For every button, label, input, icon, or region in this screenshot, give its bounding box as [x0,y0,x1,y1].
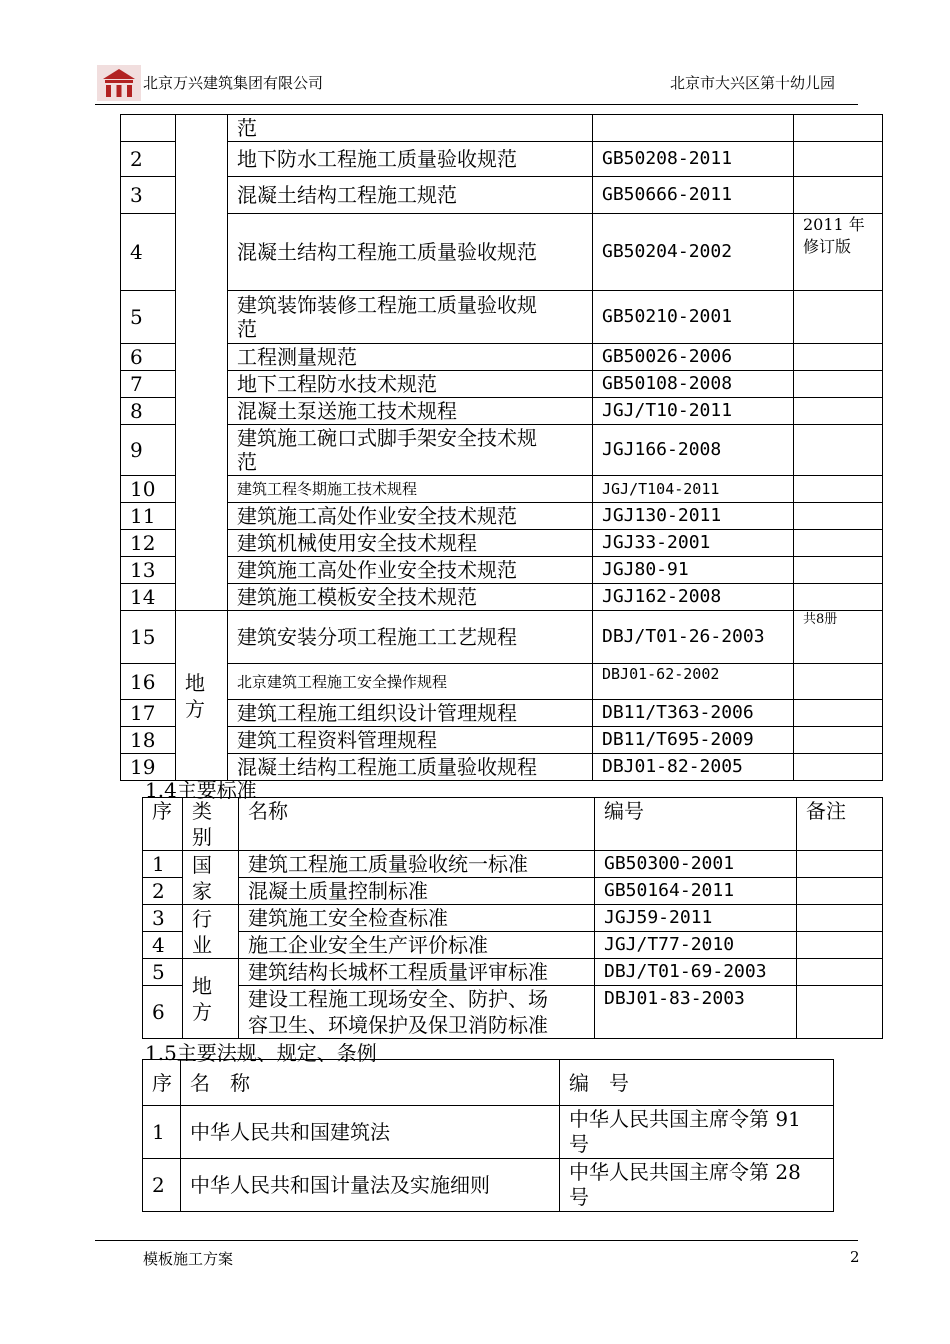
row-code: DBJ/T01-26-2003 [593,611,794,664]
row-name: 混凝土结构工程施工质量验收规范 [228,214,593,291]
row-name: 建筑机械使用安全技术规程 [228,530,593,557]
row-no: 18 [121,727,176,754]
table-row [121,584,883,611]
codes-table [120,114,883,781]
row-code: GB50210-2001 [593,291,794,344]
row-name: 混凝土泵送施工技术规程 [228,398,593,425]
row-no: 3 [143,905,183,932]
row-name: 工程测量规范 [228,344,593,371]
table-row [121,727,883,754]
laws-header-code: 编 号 [560,1060,834,1106]
row-note [794,425,883,476]
laws-header-no: 序 [143,1060,181,1106]
row-code: JGJ80-91 [593,557,794,584]
row-no: 9 [121,425,176,476]
row-no: 13 [121,557,176,584]
row-code: GB50108-2008 [593,371,794,398]
row-no: 12 [121,530,176,557]
row-note [794,371,883,398]
row-note [797,851,883,878]
row-note [794,700,883,727]
row-no: 16 [121,664,176,700]
category-local: 地 方 [183,959,239,1039]
row-code: DB11/T695-2009 [593,727,794,754]
row-name: 建筑施工模板安全技术规范 [228,584,593,611]
row-name: 建筑施工高处作业安全技术规范 [228,557,593,584]
row-note [794,557,883,584]
row-note [794,664,883,700]
table-row [121,115,883,142]
row-name: 地下工程防水技术规范 [228,371,593,398]
row-note [794,530,883,557]
row-code: DBJ01-82-2005 [593,754,794,781]
row-note [797,878,883,905]
row-no: 4 [121,214,176,291]
row-note [797,905,883,932]
table-row [121,177,883,214]
row-no: 7 [121,371,176,398]
row-name: 建筑施工碗口式脚手架安全技术规 范 [228,425,593,476]
row-name: 建筑施工安全检查标准 [239,905,595,932]
table-row [121,425,883,476]
row-name: 建筑装饰装修工程施工质量验收规 范 [228,291,593,344]
row-name: 混凝土结构工程施工规范 [228,177,593,214]
footer-rule [95,1240,858,1241]
row-note [794,584,883,611]
row-note [794,398,883,425]
law-code: 中华人民共国主席令第 91 号 [560,1106,834,1159]
row-no: 5 [121,291,176,344]
row-no [121,115,176,142]
table-row [121,611,883,664]
header-project: 北京市大兴区第十幼儿园 [670,74,836,92]
row-note [794,476,883,503]
row-name: 地下防水工程施工质量验收规范 [228,142,593,177]
row-code: DB11/T363-2006 [593,700,794,727]
table-row [121,503,883,530]
row-no: 14 [121,584,176,611]
header-type: 类 别 [183,798,239,851]
table-row [121,530,883,557]
row-name: 建筑工程施工质量验收统一标准 [239,851,595,878]
law-no: 2 [143,1159,181,1212]
header-code: 编号 [595,798,797,851]
row-code: DBJ01-83-2003 [595,986,797,1039]
row-code: JGJ59-2011 [595,905,797,932]
row-no: 5 [143,959,183,986]
header-name: 名称 [239,798,595,851]
law-no: 1 [143,1106,181,1159]
table-row [121,664,883,700]
row-note [797,932,883,959]
row-no: 15 [121,611,176,664]
row-no: 8 [121,398,176,425]
row-note [794,503,883,530]
row-code: DBJ/T01-69-2003 [595,959,797,986]
table-row [121,700,883,727]
section-1-5-title: 1.5主要法规、规定、条例 [145,1041,377,1065]
header-company: 北京万兴建筑集团有限公司 [143,74,324,92]
category-local: 地 方 [176,611,228,781]
category-national-industry [176,115,228,611]
row-name: 建筑工程资料管理规程 [228,727,593,754]
row-name: 建筑工程施工组织设计管理规程 [228,700,593,727]
row-no: 2 [143,878,183,905]
row-no: 19 [121,754,176,781]
row-code: JGJ/T10-2011 [593,398,794,425]
row-no: 1 [143,851,183,878]
table-row [121,142,883,177]
row-code: JGJ/T77-2010 [595,932,797,959]
row-code: GB50026-2006 [593,344,794,371]
header-rule [95,104,858,105]
table-row [121,291,883,344]
row-name: 施工企业安全生产评价标准 [239,932,595,959]
row-no: 3 [121,177,176,214]
page-number: 2 [850,1248,860,1266]
category-national: 国 家 [183,851,239,905]
table-row [121,214,883,291]
header-no: 序 [143,798,183,851]
row-note [794,115,883,142]
row-name: 范 [228,115,593,142]
row-code: DBJ01-62-2002 [593,664,794,700]
table-row [121,398,883,425]
row-name: 北京建筑工程施工安全操作规程 [228,664,593,700]
category-industry: 行 业 [183,905,239,959]
row-no: 11 [121,503,176,530]
row-note: 共8册 [794,611,883,664]
table-row [121,371,883,398]
row-no: 6 [143,986,183,1039]
law-code: 中华人民共国主席令第 28 号 [560,1159,834,1212]
row-code: GB50666-2011 [593,177,794,214]
row-note: 2011 年 修订版 [794,214,883,291]
row-name: 建筑安装分项工程施工工艺规程 [228,611,593,664]
row-code: JGJ33-2001 [593,530,794,557]
row-code: GB50204-2002 [593,214,794,291]
row-code: GB50164-2011 [595,878,797,905]
row-code [593,115,794,142]
row-note [794,142,883,177]
row-name: 混凝土质量控制标准 [239,878,595,905]
law-name: 中华人民共和国计量法及实施细则 [181,1159,560,1212]
table-row [121,476,883,503]
row-note [797,986,883,1039]
row-note [794,754,883,781]
row-code: JGJ162-2008 [593,584,794,611]
company-logo [97,65,141,101]
row-name: 建筑施工高处作业安全技术规范 [228,503,593,530]
row-note [794,727,883,754]
row-code: JGJ/T104-2011 [593,476,794,503]
row-note [794,177,883,214]
row-no: 17 [121,700,176,727]
footer-doc-name: 模板施工方案 [143,1250,234,1268]
row-code: GB50300-2001 [595,851,797,878]
row-name: 建设工程施工现场安全、防护、场 容卫生、环境保护及保卫消防标准 [239,986,595,1039]
row-no: 2 [121,142,176,177]
row-no: 10 [121,476,176,503]
row-note [794,344,883,371]
laws-table [142,1059,834,1212]
standards-table [142,797,883,1039]
row-name: 混凝土结构工程施工质量验收规程 [228,754,593,781]
section-1-4-title: 1.4主要标准 [145,778,257,802]
row-no: 6 [121,344,176,371]
row-code: GB50208-2011 [593,142,794,177]
row-code: JGJ166-2008 [593,425,794,476]
header-note: 备注 [797,798,883,851]
row-note [794,291,883,344]
table-row [121,344,883,371]
row-name: 建筑工程冬期施工技术规程 [228,476,593,503]
table-row [121,557,883,584]
row-no: 4 [143,932,183,959]
row-note [797,959,883,986]
laws-header-name: 名 称 [181,1060,560,1106]
law-name: 中华人民共和国建筑法 [181,1106,560,1159]
row-name: 建筑结构长城杯工程质量评审标准 [239,959,595,986]
row-code: JGJ130-2011 [593,503,794,530]
